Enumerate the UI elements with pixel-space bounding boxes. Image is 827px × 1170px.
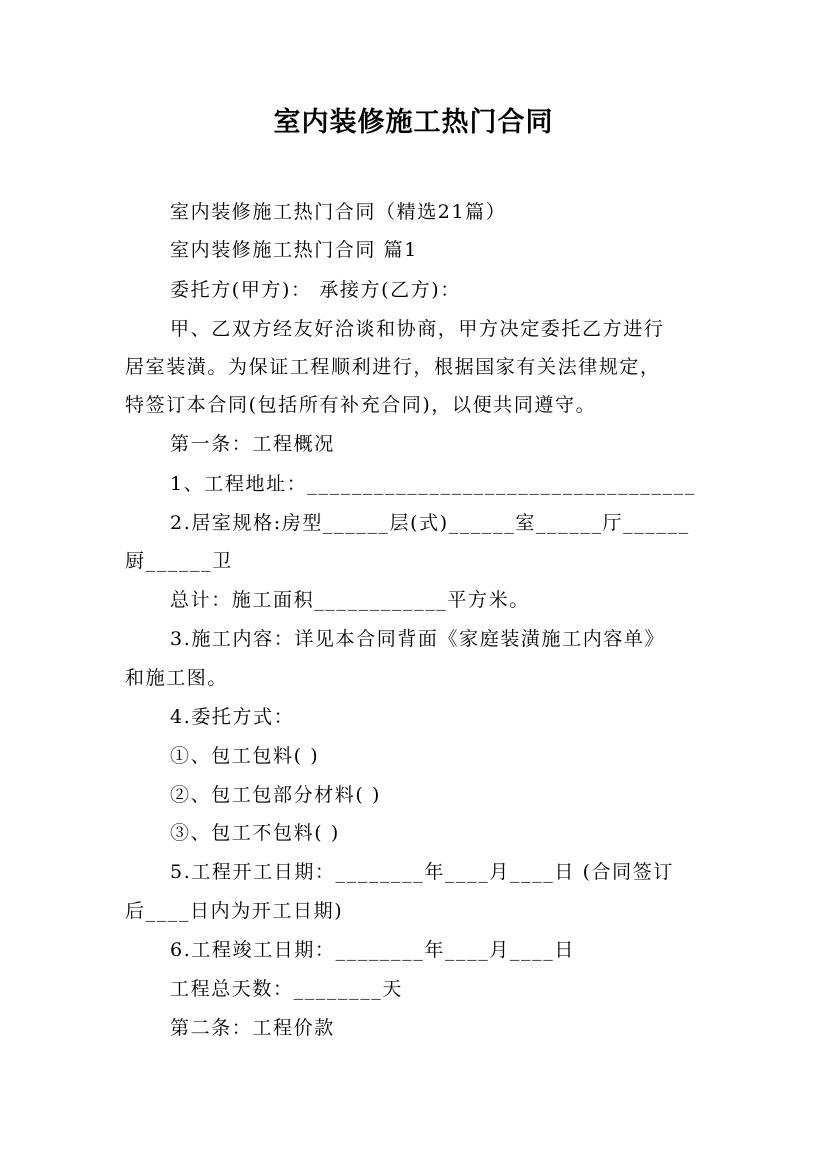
- clause-line: 5.工程开工日期：________年____月____日 (合同签订: [170, 861, 674, 883]
- parties-line: 委托方(甲方)： 承接方(乙方)：: [170, 279, 461, 301]
- article-heading: 第一条：工程概况: [170, 433, 335, 455]
- paragraph-line: 甲、乙双方经友好洽谈和协商，甲方决定委托乙方进行: [170, 318, 665, 340]
- option-line: ①、包工包料( ): [170, 745, 320, 767]
- paragraph-line: 特签订本合同(包括所有补充合同)，以便共同遵守。: [125, 394, 597, 416]
- section-heading-line: 室内装修施工热门合同 篇1: [170, 239, 418, 261]
- clause-line: 1、工程地址：___________________________________: [170, 473, 696, 495]
- clause-line: 2.居室规格:房型______层(式)______室______厅______: [170, 512, 690, 534]
- clause-line: 4.委托方式：: [170, 706, 295, 728]
- clause-line: 工程总天数：________天: [170, 978, 404, 1000]
- clause-line: 3.施工内容：详见本合同背面《家庭装潢施工内容单》: [170, 628, 666, 650]
- clause-line: 后____日内为开工日期): [125, 900, 344, 922]
- article-heading: 第二条：工程价款: [170, 1017, 335, 1039]
- option-line: ②、包工包部分材料( ): [170, 784, 382, 806]
- clause-line: 总计：施工面积____________平方米。: [170, 589, 530, 611]
- clause-line: 厨______卫: [125, 550, 233, 572]
- clause-line: 和施工图。: [125, 667, 229, 689]
- option-line: ③、包工不包料( ): [170, 822, 340, 844]
- subtitle-line: 室内装修施工热门合同（精选21篇）: [170, 201, 507, 223]
- document-title: 室内装修施工热门合同: [273, 107, 554, 138]
- paragraph-line: 居室装潢。为保证工程顺利进行，根据国家有关法律规定，: [125, 356, 661, 378]
- clause-line: 6.工程竣工日期：________年____月____日: [170, 939, 575, 961]
